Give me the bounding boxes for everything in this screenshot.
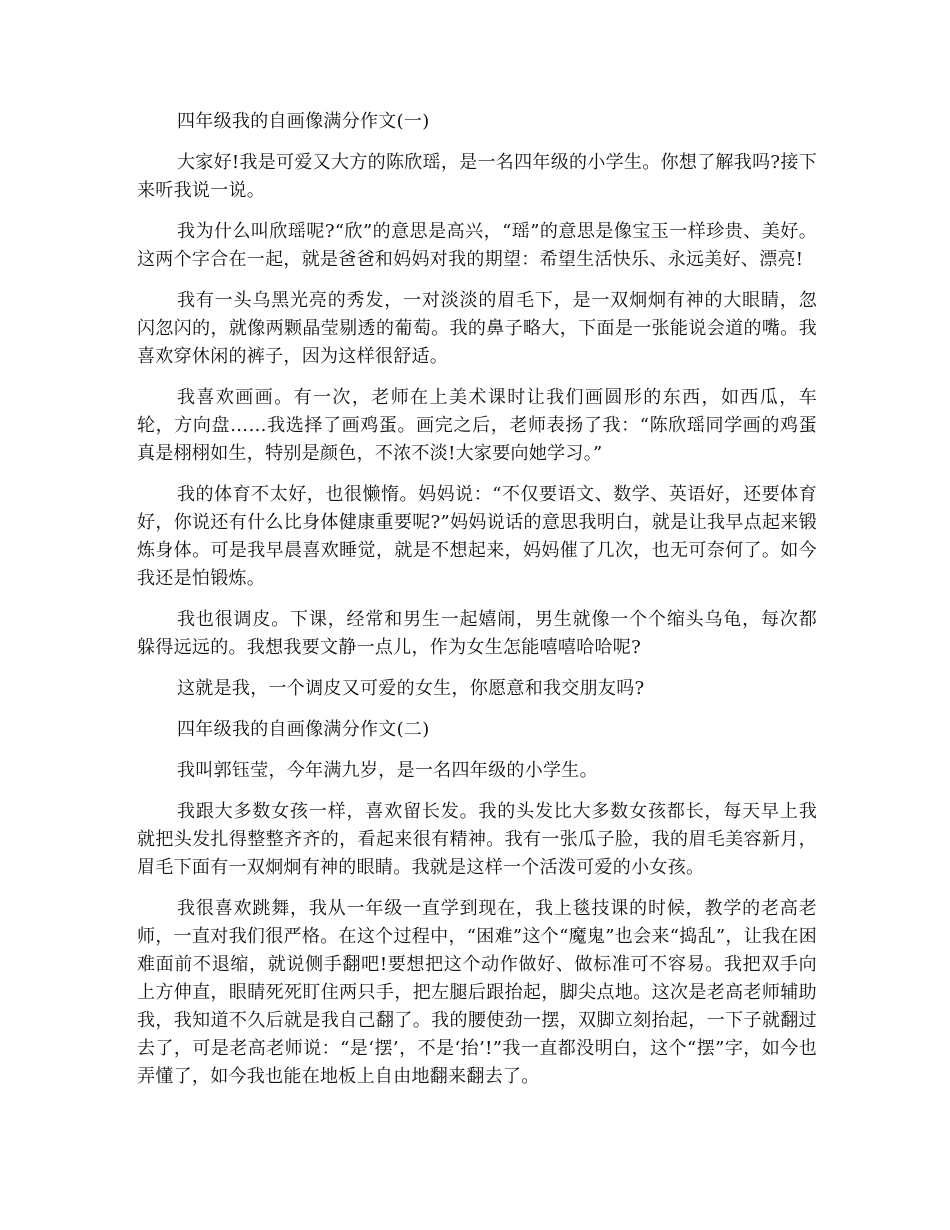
- paragraph: 我为什么叫欣瑶呢?“欣”的意思是高兴，“瑶”的意思是像宝玉一样珍贵、美好。这两个字合在一起，就是爸爸和妈妈对我的期望：希望生活快乐、永远美好、漂亮!: [137, 221, 817, 270]
- essay-2-title: 四年级我的自画像满分作文(二): [177, 719, 430, 740]
- paragraph: 我跟大多数女孩一样，喜欢留长发。我的头发比大多数女孩都长，每天早上我就把头发扎得整整齐齐的，看起来很有精神。我有一张瓜子脸，我的眉毛美容新月，眉毛下面有一双炯炯有神的眼睛。我就是这样一个活泼可爱的小女孩。: [137, 801, 817, 878]
- paragraph: 我的体育不太好，也很懒惰。妈妈说：“不仅要语文、数学、英语好，还要体育好，你说还有什么比身体健康重要呢?”妈妈说话的意思我明白，就是让我早点起来锻炼身体。可是我早晨喜欢睡觉，就是不想起来，妈妈催了几次，也无可奈何了。如今我还是怕锻炼。: [137, 484, 817, 589]
- document-body: [137, 108, 817, 1104]
- paragraph: 这就是我，一个调皮又可爱的女生，你愿意和我交朋友吗?: [177, 678, 645, 699]
- paragraph: 我有一头乌黑光亮的秀发，一对淡淡的眉毛下，是一双炯炯有神的大眼睛，忽闪忽闪的，就像两颗晶莹剔透的葡萄。我的鼻子略大，下面是一张能说会道的嘴。我喜欢穿休闲的裤子，因为这样很舒适。: [137, 290, 817, 367]
- paragraph: 我很喜欢跳舞，我从一年级一直学到现在，我上毯技课的时候，教学的老高老师，一直对我们很严格。在这个过程中，“困难”这个“魔鬼”也会来“捣乱”，让我在困难面前不退缩，就说侧手翻吧!要想把这个动作做好、做标准可不容易。我把双手向上方伸直，眼睛死死盯住两只手，把左腿后跟抬起，脚尖点地。这次是老高老师辅助我，我知道不久后就是我自己翻了。我的腰使劲一摆，双脚立刻抬起，一下子就翻过去了，可是老高老师说：“是‘摆’，不是‘抬’!”我一直都没明白，这个“摆”字，如今也弄懂了，如今我也能在地板上自由地翻来翻去了。: [137, 898, 817, 1087]
- essay-1-title: 四年级我的自画像满分作文(一): [177, 111, 430, 132]
- paragraph: 我也很调皮。下课，经常和男生一起嬉闹，男生就像一个个缩头乌龟，每次都躲得远远的。我想我要文静一点儿，作为女生怎能嘻嘻哈哈呢?: [137, 609, 817, 658]
- paragraph: 大家好!我是可爱又大方的陈欣瑶，是一名四年级的小学生。你想了解我吗?接下来听我说一说。: [137, 152, 817, 201]
- paragraph: 我叫郭钰莹，今年满九岁，是一名四年级的小学生。: [177, 760, 598, 781]
- paragraph: 我喜欢画画。有一次，老师在上美术课时让我们画圆形的东西，如西瓜，车轮，方向盘……我选择了画鸡蛋。画完之后，老师表扬了我：“陈欣瑶同学画的鸡蛋真是栩栩如生，特别是颜色，不浓不淡!大家要向她学习。”: [137, 387, 817, 464]
